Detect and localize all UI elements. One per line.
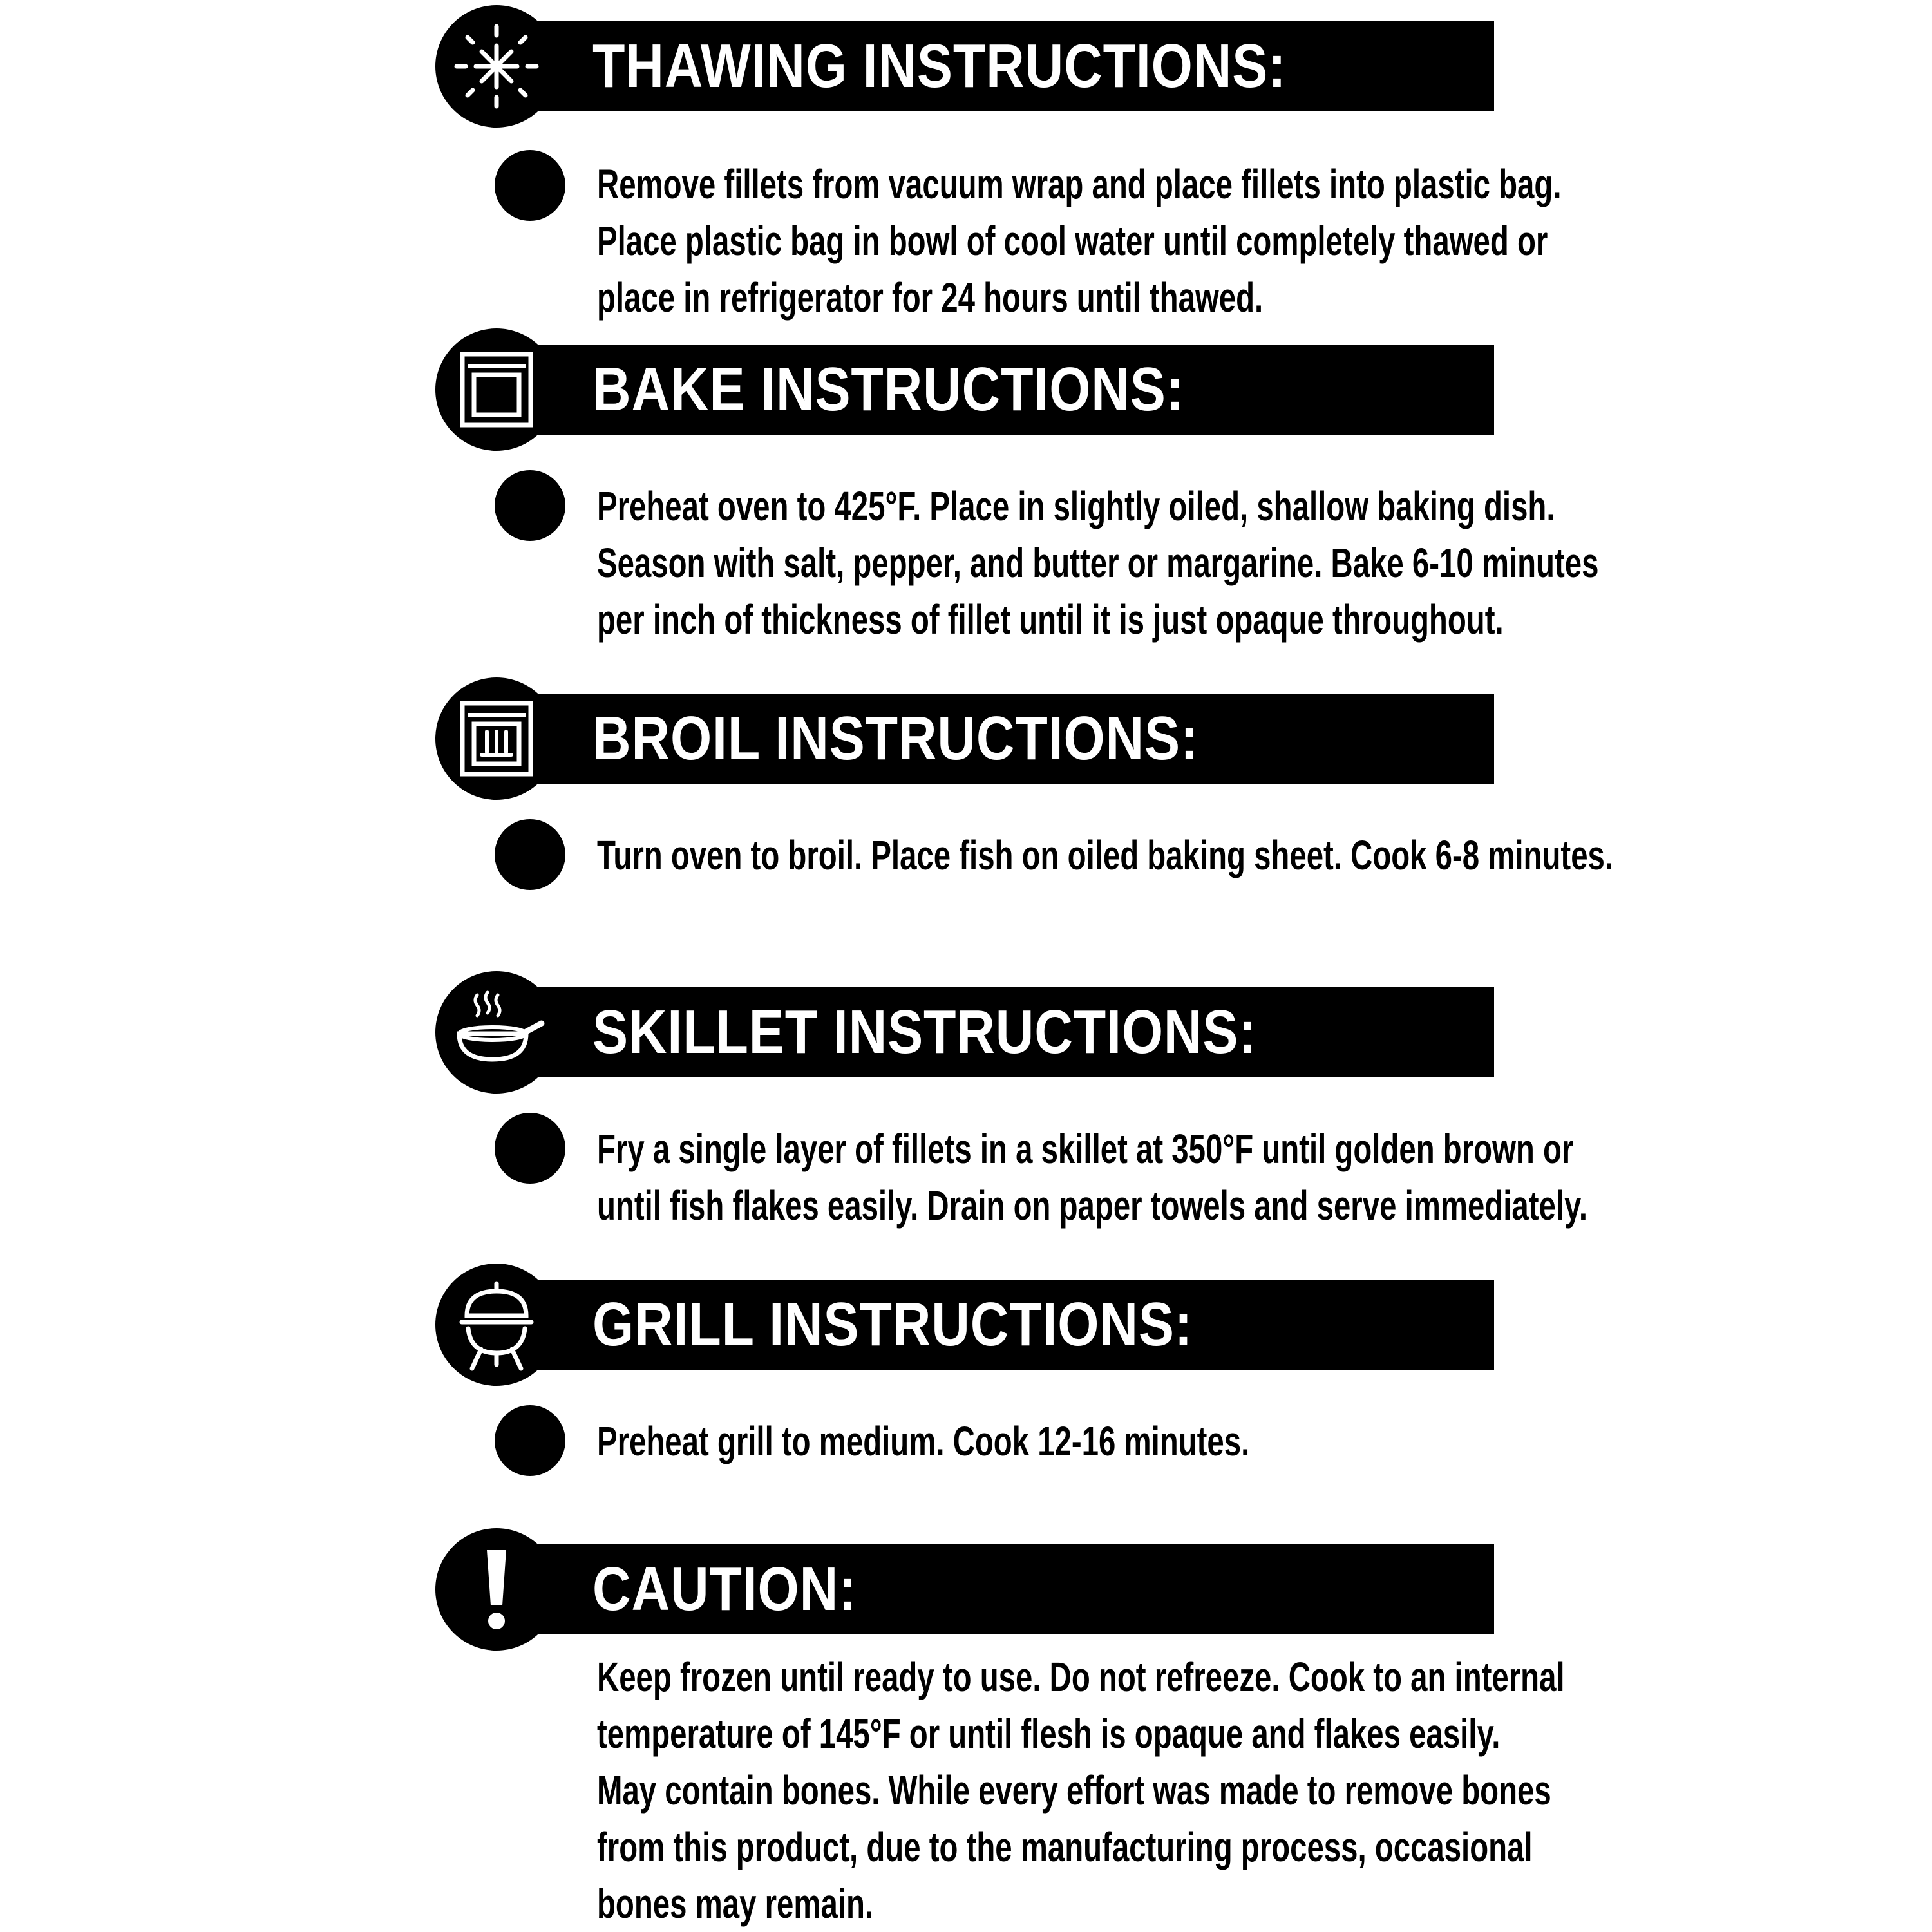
caution-text xyxy=(597,1649,1565,1932)
thawing-text xyxy=(597,156,1562,326)
broil-bullet xyxy=(495,819,565,890)
thawing-line: Place plastic bag in bowl of cool water until completely thawed or xyxy=(597,218,1548,264)
caution-line: from this product, due to the manufacturing process, occasional xyxy=(597,1824,1533,1870)
snowflake-icon xyxy=(435,5,558,128)
bake-title: BAKE INSTRUCTIONS: xyxy=(592,355,1185,424)
thawing-line: place in refrigerator for 24 hours until thawed. xyxy=(597,274,1264,321)
skillet-line: until fish flakes easily. Drain on paper towels and serve immediately. xyxy=(597,1182,1587,1229)
bake-bullet xyxy=(495,470,565,541)
caution-line: bones may remain. xyxy=(597,1880,874,1927)
caution-line: May contain bones. While every effort was made to remove bones xyxy=(597,1767,1551,1814)
skillet-line: Fry a single layer of fillets in a skillet at 350°F until golden brown or xyxy=(597,1126,1574,1172)
bake-line: per inch of thickness of fillet until it is just opaque throughout. xyxy=(597,596,1504,643)
grill-bullet xyxy=(495,1405,565,1476)
thawing-bullet xyxy=(495,150,565,221)
bake-line: Preheat oven to 425°F. Place in slightly oiled, shallow baking dish. xyxy=(597,483,1555,529)
skillet-text xyxy=(597,1121,1587,1234)
oven-icon xyxy=(435,328,558,451)
broiler-icon xyxy=(435,677,558,800)
grill-line: Preheat grill to medium. Cook 12-16 minutes. xyxy=(597,1418,1250,1464)
grill-icon xyxy=(435,1264,558,1386)
exclamation-icon xyxy=(435,1528,558,1651)
broil-text xyxy=(597,827,1614,884)
bake-text xyxy=(597,478,1599,648)
thawing-title: THAWING INSTRUCTIONS: xyxy=(592,32,1287,100)
broil-line: Turn oven to broil. Place fish on oiled baking sheet. Cook 6-8 minutes. xyxy=(597,832,1614,878)
caution-line: temperature of 145°F or until flesh is opaque and flakes easily. xyxy=(597,1710,1501,1757)
bake-line: Season with salt, pepper, and butter or margarine. Bake 6-10 minutes xyxy=(597,540,1599,586)
caution-title: CAUTION: xyxy=(592,1555,857,1624)
grill-text xyxy=(597,1413,1369,1470)
skillet-icon xyxy=(435,971,558,1094)
grill-title: GRILL INSTRUCTIONS: xyxy=(592,1290,1193,1359)
skillet-title: SKILLET INSTRUCTIONS: xyxy=(592,998,1257,1066)
broil-title: BROIL INSTRUCTIONS: xyxy=(592,704,1199,773)
caution-line: Keep frozen until ready to use. Do not refreeze. Cook to an internal xyxy=(597,1654,1565,1700)
thawing-line: Remove fillets from vacuum wrap and place fillets into plastic bag. xyxy=(597,161,1562,207)
skillet-bullet xyxy=(495,1113,565,1184)
